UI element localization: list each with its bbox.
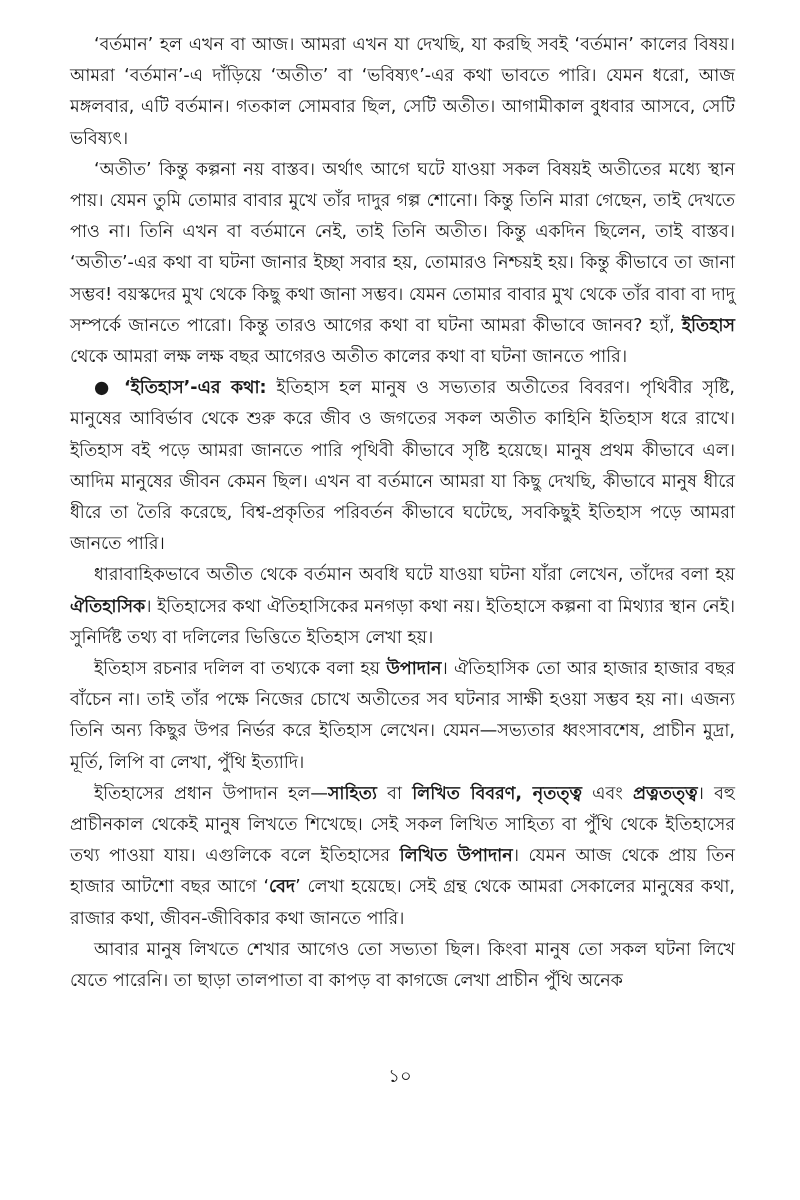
bold-term-veda: বেদ xyxy=(269,877,296,898)
text-span: ‘অতীত’ কিন্তু কল্পনা নয় বাস্তব। অর্থাৎ আগে ঘটে যাওয়া সকল বিষয়ই অতীতের মধ্যে স্থান পায়। যেমন তুমি তোমার বাবার মুখে তাঁর দাদুর গল্প শোনো। কিন্তু তিনি মারা গেছেন, তাই দেখতে পাও না। তিনি এখন বা বর্তমানে নেই, তাই তিনি অতীত। কিন্তু একদিন ছিলেন, তাই বাস্তব। ‘অতীত’-এর কথা বা ঘটনা জানার ইচ্ছা সবার হয়, তোমারও নিশ্চয়ই হয়। কিন্তু কীভাবে তা জানা সম্ভব! বয়স্কদের মুখ থেকে কিছু কথা জানা সম্ভব। যেমন তোমার বাবার মুখ থেকে তাঁর বাবা বা দাদু সম্পর্কে জানতে পারো। কিন্তু তারও আগের কথা বা ঘটনা আমরা কীভাবে জানব? হ্যাঁ, xyxy=(70,159,735,336)
bold-term-archaeology: প্রত্নতত্ত্ব xyxy=(632,783,698,804)
text-span: ইতিহাস হল মানুষ ও সভ্যতার অতীতের বিবরণ। পৃথিবীর সৃষ্টি, মানুষের আবির্ভাব থেকে শুরু করে জীব ও জগতের সকল অতীত কাহিনি ইতিহাস ধরে রাখে। ইতিহাস বই পড়ে আমরা জানতে পারি পৃথিবী কীভাবে সৃষ্টি হয়েছে। মানুষ প্রথম কীভাবে এল। আদিম মানুষের জীবন কেমন ছিল। এখন বা বর্তমানে আমরা যা কিছু দেখছি, কীভাবে মানুষ ধীরে ধীরে তা তৈরি করেছে, বিশ্ব-প্রকৃতির পরিবর্তন কীভাবে ঘটেছে, সবকিছুই ইতিহাস পড়ে আমরা জানতে পারি। xyxy=(70,378,735,555)
paragraph-sources xyxy=(70,654,735,779)
text-span: ইতিহাসের প্রধান উপাদান হল— xyxy=(94,783,328,804)
paragraph-historian xyxy=(70,560,735,654)
paragraph-about-history xyxy=(70,373,735,560)
text-span: বা xyxy=(376,783,413,804)
text-span: । যেমন আজ থেকে প্রায় তিন হাজার আটশো বছর আগে ‘ xyxy=(70,846,735,898)
text-span: ধারাবাহিকভাবে অতীত থেকে বর্তমান অবধি ঘটে যাওয়া ঘটনা যাঁরা লেখেন, তাঁদের বলা হয় xyxy=(94,565,735,586)
paragraph-past-is-real xyxy=(70,155,735,373)
bold-term-written-source: লিখিত উপাদান xyxy=(399,846,513,867)
text-span: ইতিহাস রচনার দলিল বা তথ্যকে বলা হয় xyxy=(94,659,387,680)
text-span: থেকে আমরা লক্ষ লক্ষ বছর আগেরও অতীত কালের কথা বা ঘটনা জানতে পারি। xyxy=(70,347,628,368)
text-span: আবার মানুষ লিখতে শেখার আগেও তো সভ্যতা ছিল। কিংবা মানুষ তো সকল ঘটনা লিখে যেতে পারেনি। তা ছাড়া তালপাতা বা কাপড় বা কাগজে লেখা প্রাচীন পুঁথি অনেক xyxy=(70,939,735,992)
bold-term-itihas: ইতিহাস xyxy=(681,315,735,336)
text-span: । বহু প্রাচীনকাল থেকেই মানুষ লিখতে শিখেছে। সেই সকল লিখিত সাহিত্য বা পুঁথি থেকে ইতিহাসের তথ্য পাওয়া যায়। এগুলিকে বলে ইতিহাসের xyxy=(70,783,736,867)
paragraph-before-writing xyxy=(70,935,735,997)
text-span: । ঐতিহাসিক তো আর হাজার হাজার বছর বাঁচেন না। তাই তাঁর পক্ষে নিজের চোখে অতীতের সব ঘটনার সাক্ষী হওয়া সম্ভব হয় না। এজন্য তিনি অন্য কিছুর উপর নির্ভর করে ইতিহাস লেখেন। যেমন—সভ্যতার ধ্বংসাবশেষ, প্রাচীন মুদ্রা, মূর্তি, লিপি বা লেখা, পুঁথি ইত্যাদি। xyxy=(70,659,735,773)
bold-term-sahitya: সাহিত্য xyxy=(327,783,377,804)
text-span: এবং xyxy=(581,783,633,804)
text-span: । ইতিহাসের কথা ঐতিহাসিকের মনগড়া কথা নয়। ইতিহাসে কল্পনা বা মিথ্যার স্থান নেই। সুনির্দিষ্ট তথ্য বা দলিলের ভিত্তিতে ইতিহাস লেখা হয়। xyxy=(70,596,735,648)
paragraph-present-past-future xyxy=(70,30,735,155)
section-heading-itihaser-katha: ‘ইতিহাস’-এর কথা: xyxy=(123,378,267,399)
bullet-icon: ● xyxy=(94,378,124,399)
page-number: ১০ xyxy=(388,1066,412,1087)
text-span: ‘বর্তমান’ হল এখন বা আজ। আমরা এখন যা দেখছি, যা করছি সবই ‘বর্তমান’ কালের বিষয়। আমরা ‘বর্তমান’-এ দাঁড়িয়ে ‘অতীত’ বা ‘ভবিষ্যৎ’-এর কথা ভাবতে পারি। যেমন ধরো, আজ মঙ্গলবার, এটি বর্তমান। গতকাল সোমবার ছিল, সেটি অতীত। আগামীকাল বুধবার আসবে, সেটি ভবিষ্যৎ। xyxy=(70,35,735,149)
text-span: ’ লেখা হয়েছে। সেই গ্রন্থ থেকে আমরা সেকালের মানুষের কথা, রাজার কথা, জীবন-জীবিকার কথা জানতে পারি। xyxy=(70,877,735,929)
paragraph-main-sources xyxy=(70,779,735,935)
bold-term-upadan: উপাদান xyxy=(386,659,442,680)
bold-term-written-account: লিখিত বিবরণ, নৃতত্ত্ব xyxy=(412,783,582,804)
bold-term-historian: ঐতিহাসিক xyxy=(70,596,146,617)
page-body xyxy=(70,30,735,997)
